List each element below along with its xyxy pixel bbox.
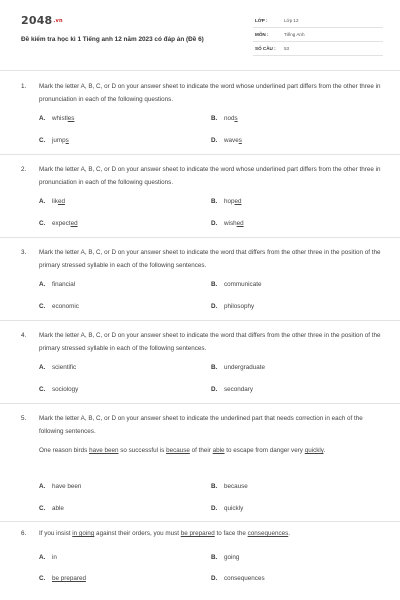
option-a[interactable]: A. have been [39, 483, 82, 490]
option-d[interactable]: D. consequences [211, 575, 265, 582]
question-stem: Mark the letter A, B, C, or D on your answer sheet to indicate the underlined part that needs correction in each of the following sentences. [39, 415, 363, 435]
option-c[interactable]: C. be prepared [39, 575, 86, 582]
option-b[interactable]: B. communicate [211, 281, 262, 288]
meta-value: Tiếng Anh [284, 32, 305, 37]
exam-meta-table [253, 14, 383, 56]
option-c[interactable]: C. able [39, 505, 64, 512]
option-d[interactable]: D. quickly [211, 505, 244, 512]
question-divider [0, 403, 400, 404]
question-divider [0, 237, 400, 238]
question-sentence: One reason birds have been so successful is because of their able to escape from danger very quickly. [39, 447, 326, 454]
option-a[interactable]: A. scientific [39, 364, 77, 371]
meta-value: Lớp 12 [284, 18, 299, 23]
option-c[interactable]: C. economic [39, 303, 79, 310]
question-stem: Mark the letter A, B, C, or D on your answer sheet to indicate the word that differs from the other three in the position of the primary stressed syllable in each of the following sentences. [39, 332, 381, 352]
meta-row-class [253, 14, 383, 28]
question-number: 2. [21, 166, 27, 173]
option-d[interactable]: D. wished [211, 220, 244, 227]
question-number: 3. [21, 249, 27, 256]
document-title: Đề kiểm tra học kì 1 Tiếng anh 12 năm 2023 có đáp án (Đề 6) [21, 36, 204, 43]
option-a[interactable]: A. whistles [39, 115, 75, 122]
page-header [0, 0, 400, 70]
option-d[interactable]: D. philosophy [211, 303, 255, 310]
option-a[interactable]: A. financial [39, 281, 76, 288]
question-divider [0, 154, 400, 155]
option-b[interactable]: B. hoped [211, 198, 242, 205]
meta-row-question-count [253, 42, 383, 56]
question-stem: Mark the letter A, B, C, or D on your answer sheet to indicate the word whose underlined part differs from the other three in pronunciation in each of the following questions. [39, 166, 381, 186]
question-sentence: If you insist in going against their orders, you must be prepared to face the consequences. [39, 530, 291, 537]
option-a[interactable]: A. liked [39, 198, 65, 205]
meta-label: LỚP : [255, 18, 268, 23]
question-stem: Mark the letter A, B, C, or D on your answer sheet to indicate the word that differs from the other three in the position of the primary stressed syllable in each of the following sentences. [39, 249, 381, 269]
header-divider [0, 70, 400, 71]
option-c[interactable]: C. expected [39, 220, 78, 227]
option-b[interactable]: B. undergraduate [211, 364, 265, 371]
question-number: 5. [21, 415, 27, 422]
option-d[interactable]: D. waves [211, 137, 242, 144]
option-c[interactable]: C. jumps [39, 137, 69, 144]
meta-value: 53 [284, 46, 290, 51]
meta-row-subject [253, 28, 383, 42]
site-logo[interactable]: 2048.vn [21, 14, 63, 27]
question-number: 4. [21, 332, 27, 339]
option-a[interactable]: A. in [39, 554, 57, 561]
question-divider [0, 320, 400, 321]
option-b[interactable]: B. going [211, 554, 240, 561]
meta-label: MÔN : [255, 32, 269, 37]
option-b[interactable]: B. nods [211, 115, 238, 122]
meta-label: SỐ CÂU : [255, 46, 276, 51]
option-d[interactable]: D. secondary [211, 386, 254, 393]
question-stem: Mark the letter A, B, C, or D on your answer sheet to indicate the word whose underlined part differs from the other three in pronunciation in each of the following questions. [39, 83, 381, 103]
question-number: 1. [21, 83, 27, 90]
question-number: 6. [21, 530, 27, 537]
option-b[interactable]: B. because [211, 483, 248, 490]
question-divider [0, 521, 400, 522]
option-c[interactable]: C. sociology [39, 386, 79, 393]
